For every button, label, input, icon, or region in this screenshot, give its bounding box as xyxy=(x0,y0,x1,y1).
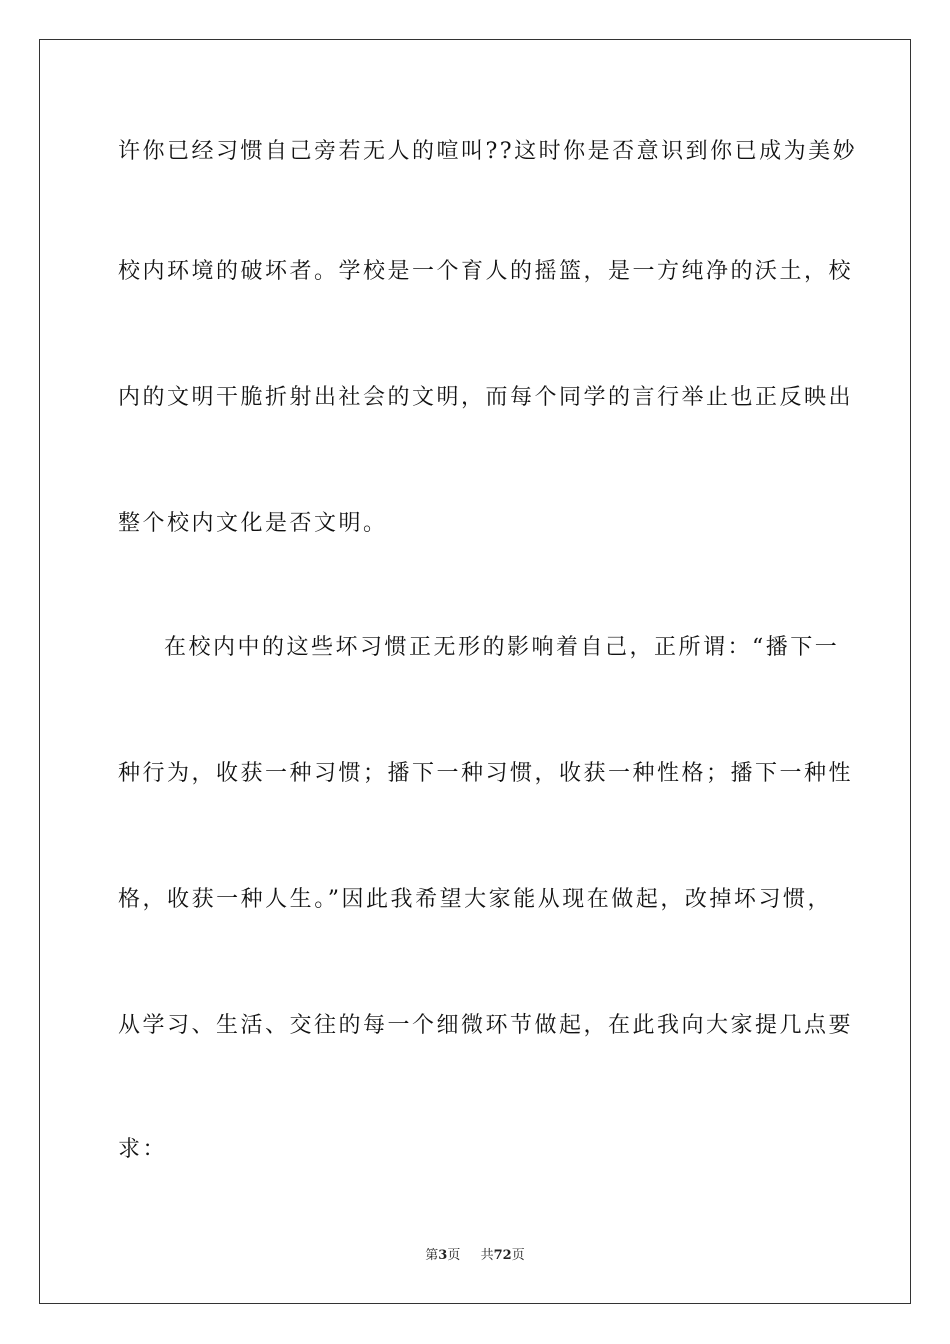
page-suffix: 页 xyxy=(447,1248,461,1263)
page-footer xyxy=(0,1247,950,1265)
text-line-4: 整个校内文化是否文明。 xyxy=(118,511,388,536)
text-line-6: 种行为，收获一种习惯；播下一种习惯，收获一种性格；播下一种性 xyxy=(118,761,854,786)
page-prefix: 第 xyxy=(425,1248,439,1263)
text-line-5: 在校内中的这些坏习惯正无形的影响着自己，正所谓：“播下一 xyxy=(164,635,840,660)
text-line-2: 校内环境的破坏者。学校是一个育人的摇篮，是一方纯净的沃土，校 xyxy=(118,259,854,284)
text-line-3: 内的文明干脆折射出社会的文明，而每个同学的言行举止也正反映出 xyxy=(118,385,854,410)
page-number: 3 xyxy=(438,1248,448,1263)
text-line-8: 从学习、生活、交往的每一个细微环节做起，在此我向大家提几点要 xyxy=(118,1013,854,1038)
total-prefix: 共 xyxy=(480,1248,494,1263)
text-line-1: 许你已经习惯自己旁若无人的喧叫??这时你是否意识到你已成为美妙 xyxy=(118,139,858,164)
total-suffix: 页 xyxy=(511,1248,525,1263)
total-pages: 72 xyxy=(493,1248,512,1263)
text-line-9: 求： xyxy=(118,1137,168,1162)
page-border xyxy=(39,39,911,1304)
text-line-7: 格，收获一种人生。”因此我希望大家能从现在做起，改掉坏习惯， xyxy=(118,887,832,912)
